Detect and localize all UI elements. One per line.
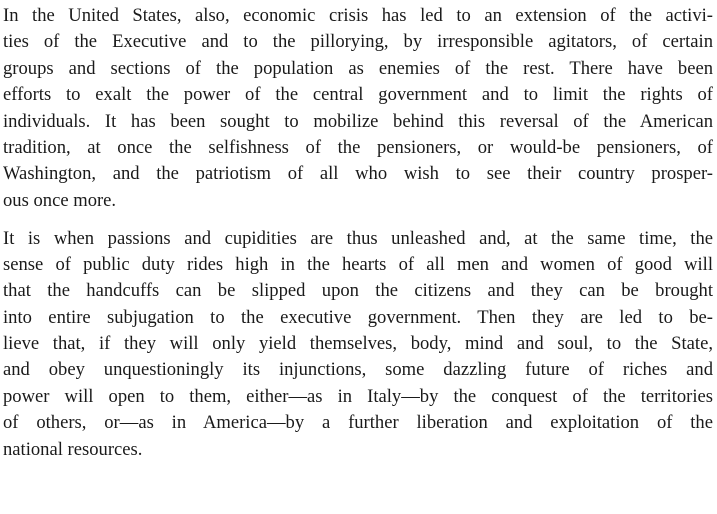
text-line: ties of the Executive and to the pillorying, by irresponsible agitators, of certain [3, 31, 713, 53]
text-line: groups and sections of the population as enemies of the rest. There have been [3, 57, 713, 79]
paragraph-2 [3, 226, 713, 464]
text-line: Washington, and the patriotism of all who wish to see their country prosper- [3, 163, 713, 185]
text-line: and obey unquestioningly its injunctions, some dazzling future of riches and [3, 359, 713, 381]
text-line: lieve that, if they will only yield themselves, body, mind and soul, to the State, [3, 333, 713, 355]
text-line: efforts to exalt the power of the central government and to limit the rights of [3, 84, 713, 106]
text-line: of others, or—as in America—by a further liberation and exploitation of the [3, 412, 713, 434]
text-line: national resources. [3, 438, 143, 460]
text-line: tradition, at once the selfishness of the pensioners, or would-be pensioners, of [3, 136, 713, 158]
text-line: ous once more. [3, 189, 117, 211]
text-line: sense of public duty rides high in the hearts of all men and women of good will [3, 253, 713, 275]
text-line: individuals. It has been sought to mobilize behind this reversal of the American [3, 110, 713, 132]
text-line: into entire subjugation to the executive government. Then they are led to be- [3, 306, 713, 328]
text-line: power will open to them, either—as in Italy—by the conquest of the territories [3, 385, 713, 407]
text-line: It is when passions and cupidities are thus unleashed and, at the same time, the [3, 227, 713, 249]
paragraph-spacer [3, 214, 713, 225]
text-line: that the handcuffs can be slipped upon the citizens and they can be brought [3, 280, 713, 302]
text-line: In the United States, also, economic crisis has led to an extension of the activi- [3, 5, 713, 26]
paragraph-1 [3, 3, 713, 214]
